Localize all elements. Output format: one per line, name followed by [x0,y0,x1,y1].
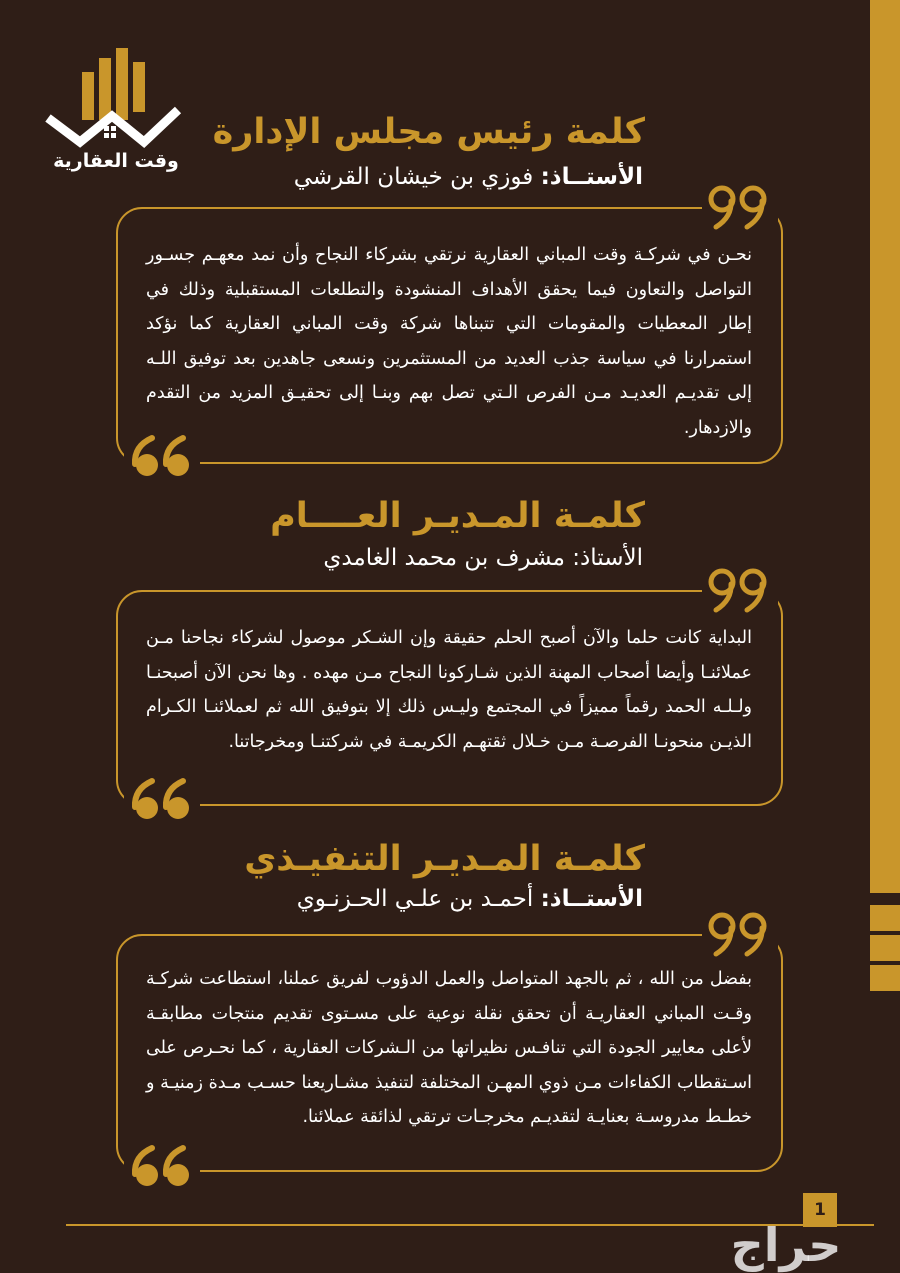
person-title: الأستاذ: [572,545,643,571]
opening-quote-icon [130,432,196,480]
message-text: البداية كانت حلما والآن أصبح الحلم حقيقة وإن الشـكر موصول لشركاء نجاحنا مـن عملائنـا وأيضا أصحاب المهنة الذين شـاركونا النجاح مـن مهده . وها نحن الآن أصبحنـا ولـلـه الحمد رقماً مميزاً في المجتمع وليـس ذلك إلا بتوفيق الله ثم لعملائنـا الكـرام الذيـن منحونـا الفرصـة مـن خـلال ثقتهـم الكريمـة في شركتنـا ومخرجاتنا. [146,628,752,752]
person-name: فوزي بن خيشان القرشي [293,164,534,190]
person-line [323,545,643,571]
gold-stripe [870,905,900,931]
person-title: الأستــاذ: [540,164,643,190]
closing-quote-icon [708,185,774,233]
closing-quote-icon [708,568,774,616]
opening-quote-icon [130,1142,196,1190]
gold-stripe [870,965,900,991]
gold-band [870,0,900,893]
person-name: أحمـد بن علـي الحـزنـوي [296,886,534,912]
logo-text: وقت العقارية [53,150,179,172]
gold-stripe [870,935,900,961]
opening-quote-icon [130,775,196,823]
closing-quote-icon [708,912,774,960]
section-title: كلمـة المـديـر التنفيـذي [244,839,645,879]
person-title: الأستــاذ: [540,886,643,912]
person-line [297,886,643,912]
section-title: كلمـة المـديـر العــــام [270,496,645,536]
person-line [294,164,643,190]
page-number: 1 [803,1193,837,1227]
person-name: مشرف بن محمد الغامدي [323,545,565,571]
message-text: بفضل من الله ، ثم بالجهد المتواصل والعمل الدؤوب لفريق عملنا، استطاعت شركـة وقـت المباني العقاريـة أن تحقق نقلة نوعية على مسـتوى تقديم منتجات مطابقـة لأعلى معايير الجودة التي تنافـس نظيراتها من الـشركات العقارية ، كما نحـرص على اسـتقطاب الكفاءات مـن ذوي المهـن المختلفة لتنفيذ مشـاريعنا حسـب مـدة زمنيـة و خطـط مدروسـة بعنايـة لتقديـم مخرجـات ترتقي لذائقة عملائنا. [146,969,752,1127]
message-text: نحـن في شركـة وقت المباني العقارية نرتقي بشركاء النجاح وأن نمد معهـم جسـور التواصل والتعاون فيما يحقق الأهداف المنشودة والتطلعات المستقبلية وذلك في إطار المعطيات والمقومات التي تتبناها شركة وقت المباني العقارية كما نؤكد استمرارنا في سياسة جذب العديد من المستثمرين ونسعى جاهدين بعد توفيق اللـه إلى تقديـم العديـد مـن الفرص الـتي تصل بهم وبنـا إلى تحقيـق المزيد من التقدم والازدهار. [146,245,752,438]
section-title: كلمة رئيس مجلس الإدارة [212,112,645,152]
watermark: حراج [730,1218,842,1272]
